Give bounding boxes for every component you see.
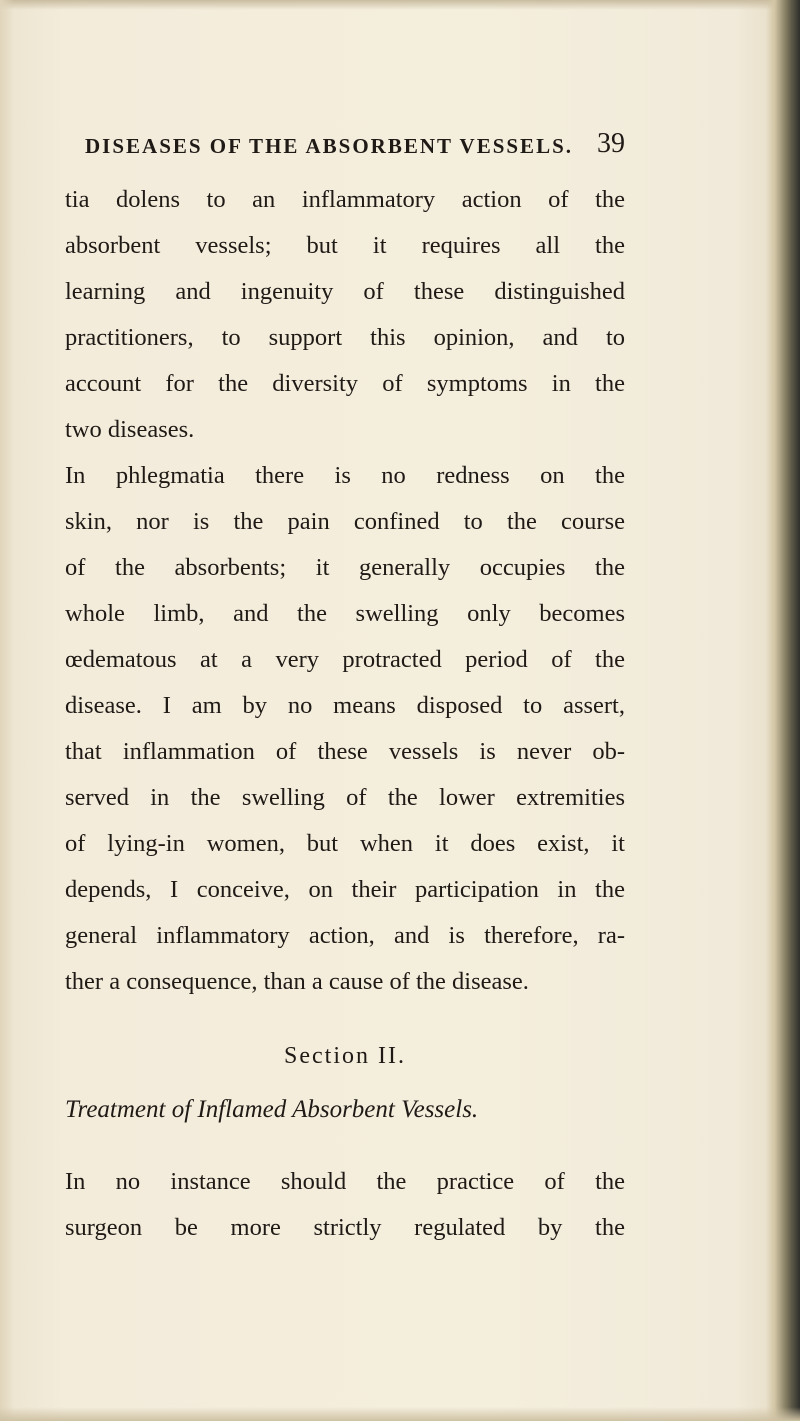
text-line: absorbent vessels; but it requires all the bbox=[65, 232, 625, 259]
text-line: œdematous at a very protracted period of the bbox=[65, 646, 625, 673]
book-binding-edge bbox=[766, 0, 800, 1421]
text-line: account for the diversity of symptoms in the bbox=[65, 370, 625, 397]
text-line: practitioners, to support this opinion, and to bbox=[65, 324, 625, 351]
section-heading: Section II. bbox=[284, 1043, 406, 1069]
page-top-edge bbox=[0, 0, 800, 10]
text-line: that inflammation of these vessels is never ob- bbox=[65, 738, 625, 765]
text-line: whole limb, and the swelling only becomes bbox=[65, 600, 625, 627]
page-number: 39 bbox=[597, 128, 625, 159]
text-line: served in the swelling of the lower extremities bbox=[65, 784, 625, 811]
text-line: depends, I conceive, on their participation in the bbox=[65, 876, 625, 903]
text-line: ther a consequence, than a cause of the disease. bbox=[65, 968, 529, 995]
section-subtitle: Treatment of Inflamed Absorbent Vessels. bbox=[65, 1096, 479, 1123]
page-left-gutter bbox=[0, 0, 14, 1421]
text-line: disease. I am by no means disposed to assert, bbox=[65, 692, 625, 719]
page-bottom-edge bbox=[0, 1407, 800, 1421]
text-line: tia dolens to an inflammatory action of the bbox=[65, 186, 625, 213]
text-line: In no instance should the practice of the bbox=[65, 1168, 625, 1195]
text-line: two diseases. bbox=[65, 416, 195, 443]
text-line: of the absorbents; it generally occupies the bbox=[65, 554, 625, 581]
text-line: of lying-in women, but when it does exist, it bbox=[65, 830, 625, 857]
running-head-title: DISEASES OF THE ABSORBENT VESSELS. bbox=[85, 134, 573, 158]
text-line: surgeon be more strictly regulated by the bbox=[65, 1214, 625, 1241]
text-line: In phlegmatia there is no redness on the bbox=[65, 462, 625, 489]
text-line: skin, nor is the pain confined to the course bbox=[65, 508, 625, 535]
running-head bbox=[85, 128, 625, 168]
text-line: learning and ingenuity of these distinguished bbox=[65, 278, 625, 305]
text-line: general inflammatory action, and is therefore, ra- bbox=[65, 922, 625, 949]
